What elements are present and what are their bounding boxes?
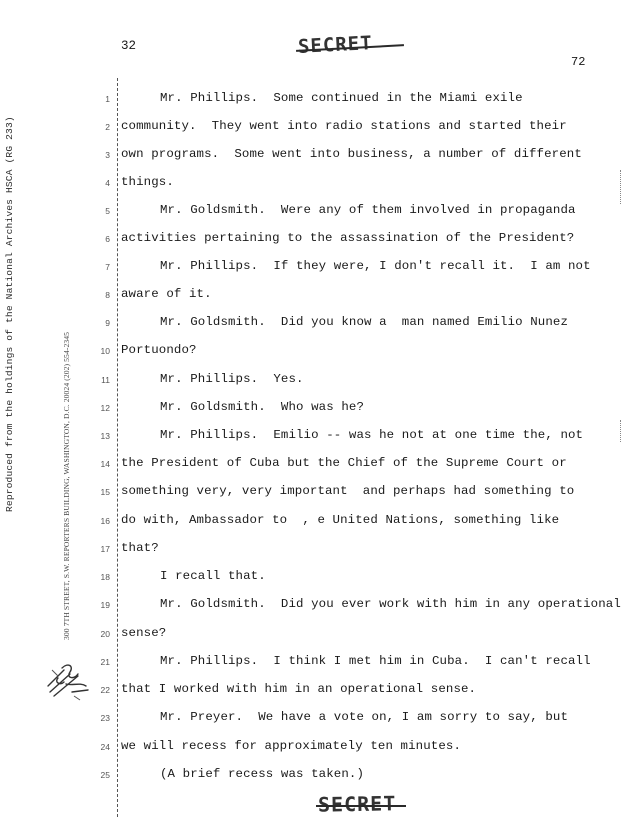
transcript-line: Mr. Goldsmith. Did you ever work with him in any operational [160,597,621,611]
line-number: 14 [100,459,110,469]
page-number-left: 32 [121,39,137,53]
transcript-line: Mr. Goldsmith. Did you know a man named Emilio Nunez [160,315,569,329]
line-number: 7 [105,262,110,272]
line-number: 20 [100,629,110,639]
transcript-line: do with, Ambassador to , e United Nations, something like [121,513,560,527]
secret-stamp-bottom: SECRET [317,791,397,817]
transcript-line: Mr. Phillips. Some continued in the Miami exile [160,91,523,105]
transcript-line: Mr. Preyer. We have a vote on, I am sorry to say, but [160,710,569,724]
line-number: 19 [100,600,110,610]
reporter-address: 300 7TH STREET, S.W. REPORTERS BUILDING, WASHINGTON, D.C. 20024 (202) 554-2345 [62,331,71,640]
right-margin-mark [620,420,621,442]
page-number-right: 72 [571,55,586,69]
line-number: 23 [100,713,110,723]
transcript-line: Portuondo? [121,343,197,357]
transcript-line: Mr. Phillips. If they were, I don't recall it. I am not [160,259,591,273]
handwritten-initials-scribble-icon [44,656,92,702]
transcript-line: things. [121,175,174,189]
line-number: 11 [101,375,110,385]
line-number: 25 [100,770,110,780]
transcript-line: I recall that. [160,569,266,583]
line-number: 2 [105,122,110,132]
transcript-line: (A brief recess was taken.) [160,767,365,781]
secret-stamp-top: SECRET [297,32,374,58]
line-number: 8 [105,290,110,300]
transcript-line: Mr. Goldsmith. Were any of them involved in propaganda [160,203,576,217]
transcript-line: Mr. Phillips. I think I met him in Cuba. I can't recall [160,654,591,668]
line-number: 17 [100,544,110,554]
line-number: 21 [100,657,110,667]
line-number: 12 [100,403,110,413]
transcript-line: community. They went into radio stations and started their [121,119,567,133]
line-number: 18 [100,572,110,582]
right-margin-mark [620,170,621,204]
line-number: 4 [105,178,110,188]
line-number: 6 [105,234,110,244]
transcript-line: activities pertaining to the assassination of the President? [121,231,575,245]
archives-reproduction-note: Reproduced from the holdings of the National Archives HSCA (RG 233) [4,116,15,512]
transcript-line: the President of Cuba but the Chief of the Supreme Court or [121,456,567,470]
transcript-line: something very, very important and perhaps had something to [121,484,575,498]
line-number: 5 [105,206,110,216]
transcript-line: Mr. Phillips. Emilio -- was he not at one time the, not [160,428,584,442]
transcript-line: aware of it. [121,287,212,301]
line-number: 9 [105,318,110,328]
transcript-line: that I worked with him in an operational sense. [121,682,477,696]
line-number: 3 [105,150,110,160]
transcript-line: sense? [121,626,167,640]
line-number: 15 [100,487,110,497]
line-number: 10 [100,346,110,356]
line-number: 24 [100,742,110,752]
transcript-line: we will recess for approximately ten minutes. [121,739,462,753]
transcript-line: that? [121,541,159,555]
margin-rule [117,78,118,817]
line-number: 1 [105,94,110,104]
line-number: 13 [100,431,110,441]
line-number: 22 [100,685,110,695]
transcript-line: Mr. Phillips. Yes. [160,372,304,386]
line-number: 16 [100,516,110,526]
transcript-line: Mr. Goldsmith. Who was he? [160,400,365,414]
transcript-line: own programs. Some went into business, a number of different [121,147,582,161]
stamp-strikethrough [316,805,406,807]
